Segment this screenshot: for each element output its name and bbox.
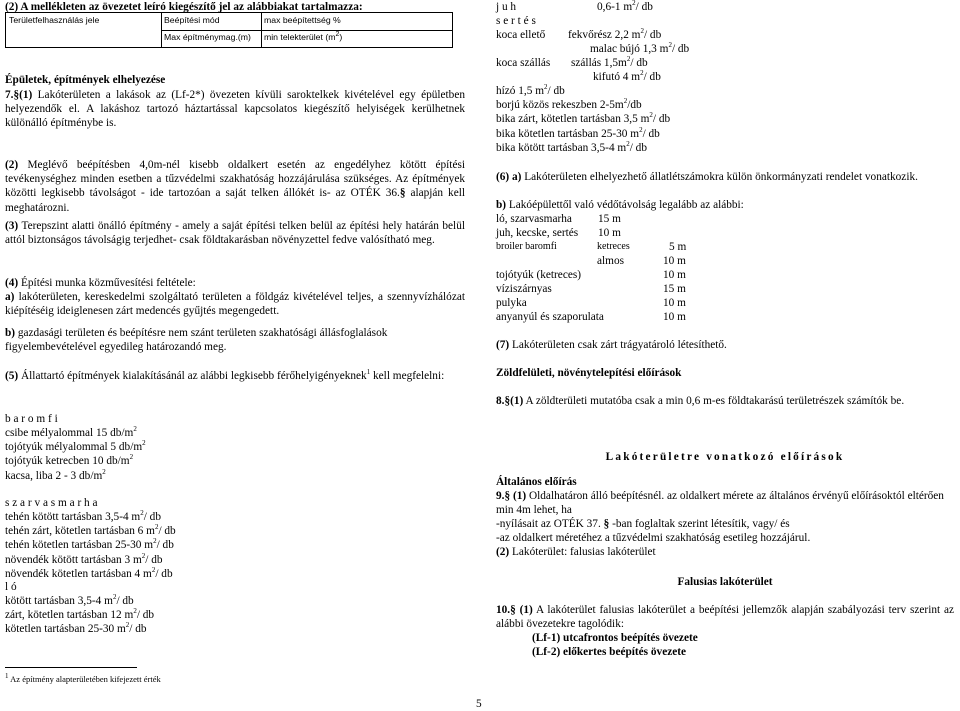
dist-sheep-goat: juh, kecske, sertés — [496, 227, 579, 239]
table-cell-max-coverage: max beépítettség % — [264, 15, 341, 25]
heading-pig: s e r t é s — [496, 15, 536, 27]
cattle-list — [5, 510, 465, 581]
poultry-item: tojótyúk mélyalommal 5 $db/m^2$ — [5, 439, 146, 454]
poultry-item: csibe mélyalommal 15 $db/m^2$ — [5, 425, 137, 439]
dist-waterfowl-value: 15 m — [663, 283, 686, 295]
dist-laying-hen-value: 10 m — [663, 269, 686, 281]
dist-litter-value: 10 m — [663, 255, 686, 267]
footnote: $^1$ Az építmény alapterületében kifejezett érték — [5, 672, 161, 684]
paragraph-9-1: 9.§ (1) Oldalhatáron álló beépítésnél. az oldalkert mérete az általános érvényű előírásoktól eltérően min 4m lehet, ha — [496, 490, 944, 517]
paragraph-9-line1: -nyílásait az OTÉK 37. § -ban foglaltak szerint létesítik, vagy/ és — [496, 518, 790, 530]
sow-farrowing-lying: fekvőrész 2,2 $m^2/$ db — [568, 27, 662, 41]
paragraph-8-1: 8.§(1) A zöldterületi mutatóba csak a min 0,6 m-es földtakarású területrészek számítók be. — [496, 395, 905, 407]
pig-cattle-item: bika zárt, kötetlen tartásban 3,5 $m^2/$ db — [496, 111, 671, 126]
sow-outrun: kifutó 4 $m^2/$ db — [593, 69, 661, 83]
heading-green-areas: Zöldfelületi, növénytelepítési előírások — [496, 367, 682, 379]
pig-cattle-item: bika kötött tartásban 3,5-4 $m^2/$ db — [496, 140, 647, 154]
paragraph-10-1: 10.§ (1) A lakóterület falusias lakóterület a beépítési jellemzők alapján szabályozási terv szerint az alábbi övezetekre tagolódik: — [496, 604, 954, 631]
paragraph-7-4: (4) Építési munka közművesítési feltétele: — [5, 277, 196, 289]
dist-broiler: broiler baromfi — [496, 241, 557, 252]
dist-horse-cattle: ló, szarvasmarha — [496, 213, 572, 225]
heading-rural-residential: Falusias lakóterület — [677, 576, 773, 588]
sheep-value: 0,6-1 $m^2/$ db — [597, 0, 653, 13]
table-cell-max-height: Max építménymag.(m) — [164, 32, 251, 42]
paragraph-7-1: 7.§(1) Lakóterületen a lakások az (Lf-2*) övezeten kívüli saroktelkek kivételével egy épületben helyezendők el. A lakáshoz tartozó háztartással kapcsolatos kiegészítő helyiségek kerülhetnek különálló építménybe is. — [5, 89, 465, 130]
dist-sheep-goat-value: 10 m — [598, 227, 621, 239]
intro-line: (2) A mellékleten az övezetet leíró kiegészítő jel az alábbiakat tartalmazza: — [5, 1, 363, 13]
paragraph-6b: b) Lakóépülettől való védőtávolság legalább az alábbi: — [496, 199, 744, 211]
zone-code-table — [5, 12, 453, 48]
cattle-item: növendék kötött tartásban 3 $m^2/$ db — [5, 551, 163, 566]
pig-cattle-list — [496, 84, 954, 155]
zone-lf1: (Lf-1) utcafrontos beépítés övezete — [532, 632, 698, 644]
paragraph-7-4b: b) gazdasági területen és beépítésre nem szánt területen szakhatósági állásfoglalások figyelembevételével egyedileg határozandó meg. — [5, 327, 388, 354]
horse-item: kötött tartásban 3,5-4 $m^2/$ db — [5, 593, 134, 607]
dist-rabbit: anyanyúl és szaporulata — [496, 311, 604, 323]
sow-farrowing-label: koca ellető — [496, 29, 546, 41]
pig-cattle-item: bika kötetlen tartásban 25-30 $m^2/$ db — [496, 125, 660, 140]
paragraph-7-5: (5) Állattartó építmények kialakításánál az alábbi legkisebb férőhelyigényeknek$^1$ kell megfelelni: — [5, 368, 445, 382]
cattle-item: tehén kötetlen tartásban 25-30 $m^2/$ db — [5, 537, 174, 552]
heading-poultry: b a r o m f i — [5, 413, 58, 425]
horse-item: zárt, kötetlen tartásban 12 $m^2/$ db — [5, 607, 155, 622]
table-cell-area-code: Területfelhasználás jele — [9, 15, 100, 25]
paragraph-7-2: (2) Meglévő beépítésben 4,0m-nél kisebb oldalkert esetén az engedélyhez kötött építési tevékenységhez minden esetben a tűzvédelmi szakhatóság hozzájárulása szükséges. Az építmények közötti legkisebb távolságot - ide tartozóan a saját telken állókét is- az OTÉK 36.§ alapján kell meghatározni. — [5, 159, 465, 214]
paragraph-9-2: (2) Lakóterület: falusias lakóterület — [496, 546, 656, 558]
horse-item: kötetlen tartásban 25-30 $m^2/$ db — [5, 621, 147, 636]
dist-caged-value: 5 m — [669, 241, 687, 253]
table-cell-build-mode: Beépítési mód — [164, 15, 220, 25]
piglet-creep: malac bújó 1,3 $m^2/$ db — [590, 41, 690, 55]
table-cell-min-plot: min telekterület $(m^2)$ — [264, 31, 343, 42]
dist-caged: ketreces — [597, 241, 630, 252]
heading-residential: Lakóterületre vonatkozó előírások — [605, 451, 845, 463]
pig-cattle-item: borjú közös rekeszben $2-5m^2/db$ — [496, 97, 642, 112]
dist-horse-cattle-value: 15 m — [598, 213, 621, 225]
paragraph-7-3: (3) Terepszint alatti önálló építmény - amely a saját építési telken belül az építési hely határán belül attól biztonságos távolságig terjedhet- csak földtakarásban növényzettel fedve valósítható meg. — [5, 220, 465, 247]
paragraph-7-manure: (7) Lakóterületen csak zárt trágyatároló létesíthető. — [496, 339, 727, 351]
footnote-separator — [5, 667, 137, 668]
sow-housing-label: koca szállás — [496, 57, 551, 69]
cattle-item: növendék kötetlen tartásban 4 $m^2/$ db — [5, 566, 173, 580]
dist-turkey: pulyka — [496, 297, 527, 309]
sow-housing-value: szállás $1,5m^2/$ db — [571, 55, 648, 69]
poultry-item: tojótyúk ketrecben 10 $db/m^2$ — [5, 453, 134, 468]
dist-waterfowl: víziszárnyas — [496, 283, 552, 295]
dist-litter: almos — [597, 255, 624, 267]
zone-lf2: (Lf-2) előkertes beépítés övezete — [532, 646, 687, 658]
poultry-item: kacsa, liba 2 - 3 $db/m^2$ — [5, 467, 106, 482]
cattle-item: tehén zárt, kötetlen tartásban 6 $m^2/$ db — [5, 523, 176, 538]
heading-cattle: s z a r v a s m a r h a — [5, 497, 98, 509]
dist-turkey-value: 10 m — [663, 297, 686, 309]
paragraph-6a: (6) a) Lakóterületen elhelyezhető állatlétszámokra külön önkormányzati rendelet vonatkozik. — [496, 171, 918, 183]
dist-laying-hen: tojótyúk (ketreces) — [496, 269, 582, 281]
dist-rabbit-value: 10 m — [663, 311, 686, 323]
page-number: 5 — [476, 698, 482, 710]
heading-horse: l ó — [5, 581, 17, 593]
paragraph-9-line2: -az oldalkert méretéhez a tűzvédelmi szakhatóság esetileg hozzájárul. — [496, 532, 811, 544]
poultry-list — [5, 426, 465, 483]
heading-general: Általános előírás — [496, 476, 577, 488]
paragraph-7-4a: a) lakóterületen, kereskedelmi szolgáltató területen a földgáz kivételével teljes, a szennyvízhálózat kiépítéséig ideiglenesen zárt medencés gyűjtés megengedett. — [5, 291, 465, 318]
cattle-item: tehén kötött tartásban 3,5-4 $m^2/$ db — [5, 509, 161, 523]
pig-cattle-item: hízó 1,5 $m^2/$ db — [496, 83, 565, 97]
heading-buildings: Épületek, építmények elhelyezése — [5, 74, 166, 86]
sheep-label: j u h — [496, 1, 517, 13]
horse-list — [5, 594, 465, 637]
